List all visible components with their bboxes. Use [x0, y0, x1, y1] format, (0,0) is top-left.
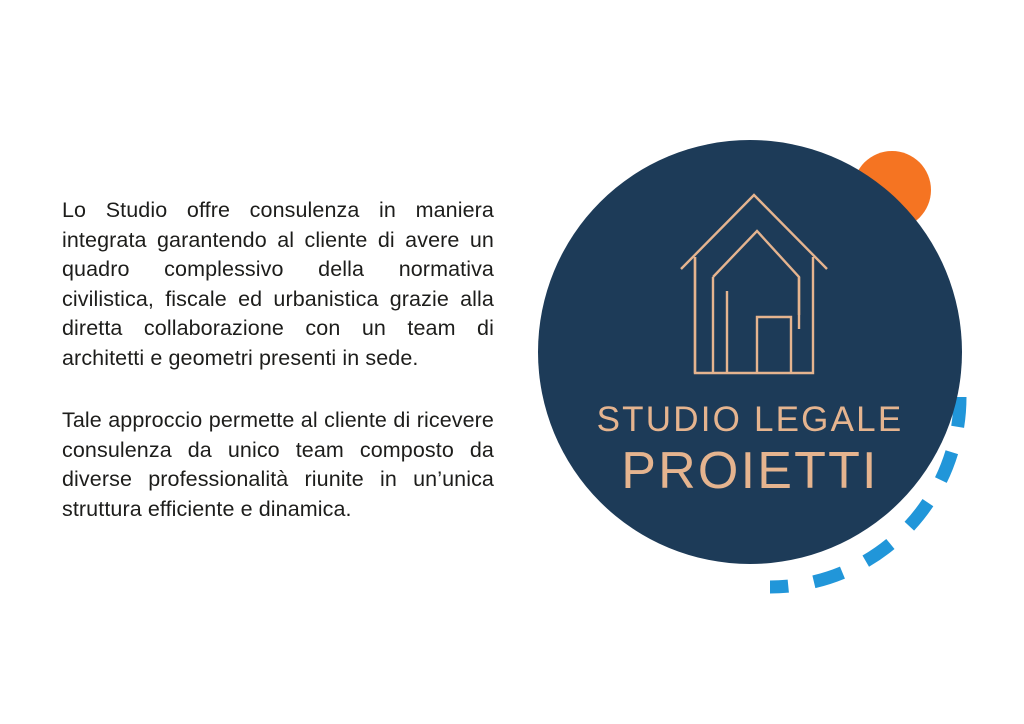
paragraph-1: Lo Studio offre consulenza in maniera integrata garantendo al cliente di avere un quadro complessivo della normativa civilistica, fiscale ed urbanistica grazie alla diretta collaborazione con un team di architetti e geometri presenti in sede.	[62, 198, 494, 370]
logo-wordmark	[538, 398, 962, 500]
logo-composition	[520, 120, 990, 620]
paragraph-2: Tale approccio permette al cliente di ricevere consulenza da unico team composto da diverse professionalità riunite in un’unica struttura efficiente e dinamica.	[62, 408, 494, 521]
body-text-column	[62, 196, 494, 524]
house-outline-icon	[665, 165, 835, 395]
logo-line-proietti: PROIETTI	[621, 442, 879, 500]
logo-line-studio-legale: STUDIO LEGALE	[596, 400, 904, 439]
